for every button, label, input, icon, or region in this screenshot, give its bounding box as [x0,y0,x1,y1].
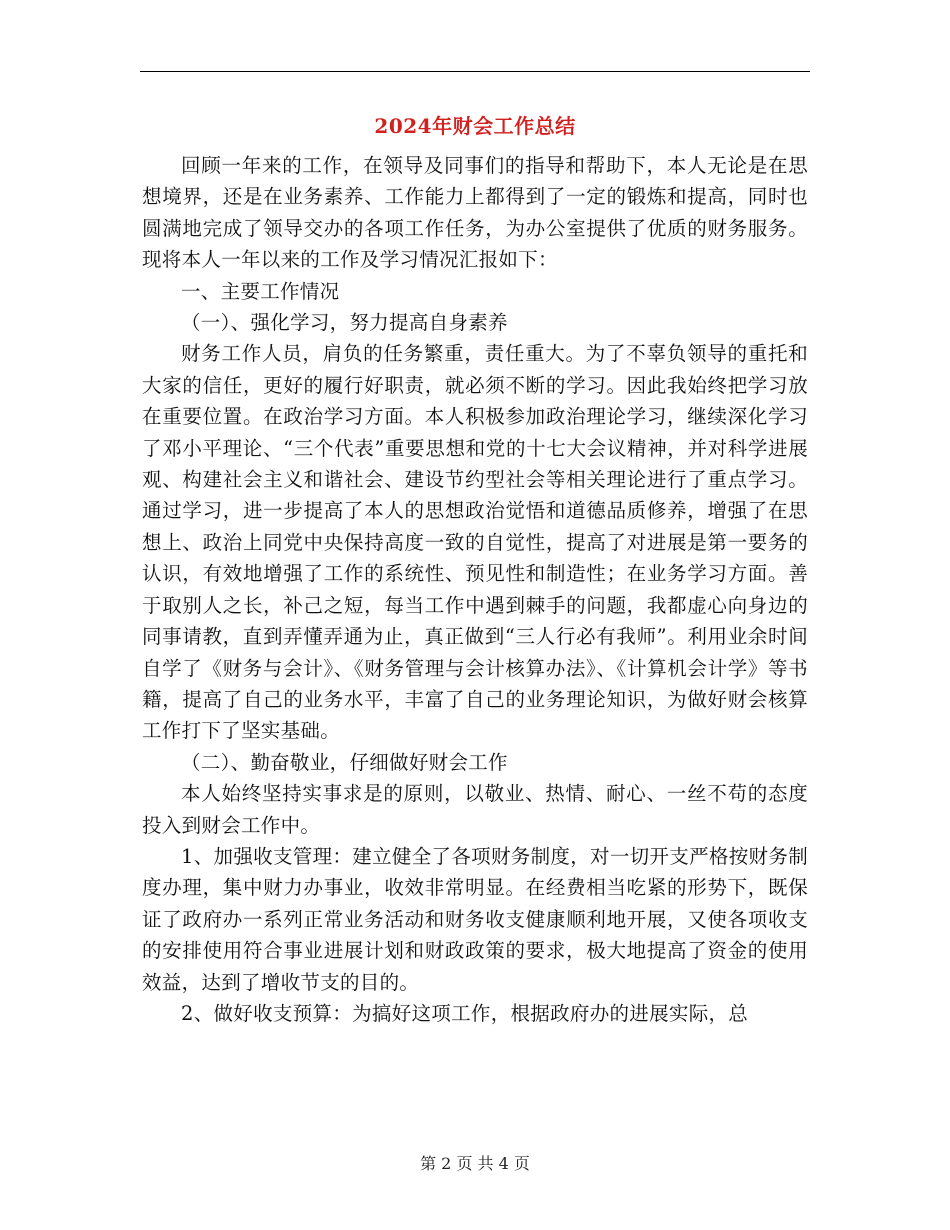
subsection-heading-diligence: （二）、勤奋敬业，仔细做好财会工作 [181,750,508,774]
paragraph-intro: 回顾一年来的工作，在领导及同事们的指导和帮助下，本人无论是在思想境界，还是在业务素养、工作能力上都得到了一定的锻炼和提高，同时也圆满地完成了领导交办的各项工作任务，为办公室提供了优质的财务服务。现将本人一年以来的工作及学习情况汇报如下： [142,154,808,272]
paragraph-principle: 本人始终坚持实事求是的原则，以敬业、热情、耐心、一丝不苟的态度投入到财会工作中。 [142,782,808,837]
header-rule [140,71,810,72]
section-heading-main-work: 一、主要工作情况 [181,279,340,303]
subsection-heading-study: （一）、强化学习，努力提高自身素养 [181,311,508,335]
paragraph-budget: 2、做好收支预算：为搞好这项工作，根据政府办的进展实际，总 [181,1001,749,1025]
document-body [142,150,808,1029]
paragraph-study: 财务工作人员，肩负的任务繁重，责任重大。为了不辜负领导的重托和大家的信任，更好的履行好职责，就必须不断的学习。因此我始终把学习放在重要位置。在政治学习方面。本人积极参加政治理论学习，继续深化学习了邓小平理论、“三个代表”重要思想和党的十七大会议精神，并对科学进展观、构建社会主义和谐社会、建设节约型社会等相关理论进行了重点学习。通过学习，进一步提高了本人的思想政治觉悟和道德品质修养，增强了在思想上、政治上同党中央保持高度一致的自觉性，提高了对进展是第一要务的认识，有效地增强了工作的系统性、预见性和制造性；在业务学习方面。善于取别人之长，补己之短，每当工作中遇到棘手的问题，我都虚心向身边的同事请教，直到弄懂弄通为止，真正做到“三人行必有我师”。利用业余时间自学了《财务与会计》、《财务管理与会计核算办法》、《计算机会计学》等书籍，提高了自己的业务水平，丰富了自己的业务理论知识，为做好财会核算工作打下了坚实基础。 [142,342,808,743]
document-title: 2024年财会工作总结 [374,114,576,138]
paragraph-expense-management: 1、加强收支管理：建立健全了各项财务制度，对一切开支严格按财务制度办理，集中财力办事业，收效非常明显。在经费相当吃紧的形势下，既保证了政府办一系列正常业务活动和财务收支健康顺利地开展，又使各项收支的安排使用符合事业进展计划和财政政策的要求，极大地提高了资金的使用效益，达到了增收节支的目的。 [142,844,808,994]
page-number-footer: 第 2 页 共 4 页 [420,1154,530,1173]
